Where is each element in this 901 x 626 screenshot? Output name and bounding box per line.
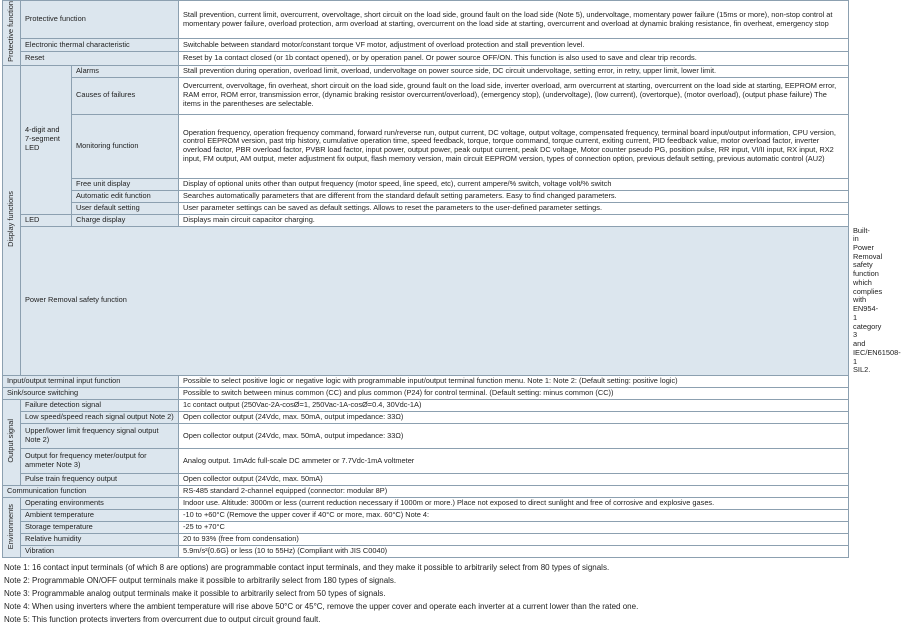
freq-meter-value: Analog output. 1mAdc full-scale DC ammeter or 7.7Vdc-1mA voltmeter bbox=[179, 449, 849, 474]
table-row bbox=[3, 114, 849, 178]
alarms-label: Alarms bbox=[72, 65, 179, 77]
protective-function-label: Protective function bbox=[21, 1, 179, 39]
power-removal-label: Power Removal safety function bbox=[21, 226, 849, 375]
monitoring-function-label: Monitoring function bbox=[72, 114, 179, 178]
table-row bbox=[3, 498, 849, 510]
group-environments: Environments bbox=[3, 498, 21, 558]
table-row bbox=[3, 51, 849, 65]
note-1: Note 1: 16 contact input terminals (of which 8 are options) are programmable contact input terminals, and they make it possible to arbitrarily select from 80 types of signals. bbox=[4, 563, 610, 573]
table-row bbox=[3, 474, 849, 486]
table-row bbox=[3, 546, 849, 558]
table-row bbox=[3, 534, 849, 546]
storage-temp-label: Storage temperature bbox=[21, 522, 179, 534]
causes-of-failures-value: Overcurrent, overvoltage, fin overheat, short circuit on the load side, ground fault on the load side, inverter overload, arm overcurrent at starting, overcurrent on the load side at starting, EEPROM error, RAM error, ROM error, transmission error, (dynamic braking resistor overcurrent/overload), (emergency stop), (undervoltage), (low current), (overtorque), (motor overload), (output phase failure) The items in the parentheses are selectable. bbox=[179, 77, 849, 114]
storage-temp-value: -25 to +70°C bbox=[179, 522, 849, 534]
table-row bbox=[3, 214, 849, 226]
causes-of-failures-label: Causes of failures bbox=[72, 77, 179, 114]
failure-detection-value: 1c contact output (250Vac-2A-cosØ=1, 250Vac-1A-cosØ=0.4, 30Vdc-1A) bbox=[179, 400, 849, 412]
sink-source-label: Sink/source switching bbox=[3, 388, 179, 400]
protective-function-value: Stall prevention, current limit, overcurrent, overvoltage, short circuit on the load side, ground fault on the load side (Note 5), undervoltage, momentary power failure (15ms or more), non-stop control at momentary power failure, overload protection, arm overload at starting, overcurrent on the load side at starting, overcurrent and overload at dynamic braking resistance, fin overheat, emergency stop bbox=[179, 1, 849, 39]
table-row bbox=[3, 424, 849, 449]
communication-value: RS-485 standard 2-channel equipped (connector: modular 8P) bbox=[179, 486, 849, 498]
monitoring-function-value: Operation frequency, operation frequency command, forward run/reverse run, output current, DC voltage, output voltage, compensated frequency, terminal board input/output information, CPU version, control EEPROM version, past trip history, cumulative operation time, speed feedback, torque, torque command, torque current, exiting current, PID feedback value, motor overload factor, inverter overload factor, PBR overload factor, PVBR load factor, input power, output power, peak output current, peak DC voltage, Motor counter pseudo PG, position pulse, RR input, VI/II input, RX input, RX2 input, FM output, AM output, meter adjustment fix output, flash memory version, main circuit EEPROM version, types of connection option, previous default setting, previous automatic control (AU2) bbox=[179, 114, 849, 178]
group-output-signal: Output signal bbox=[3, 400, 21, 486]
table-row bbox=[3, 412, 849, 424]
ambient-temp-value: -10 to +60°C (Remove the upper cover if 40°C or more, max. 60°C) Note 4: bbox=[179, 510, 849, 522]
table-row bbox=[3, 1, 849, 39]
free-unit-display-label: Free unit display bbox=[72, 178, 179, 190]
note-2: Note 2: Programmable ON/OFF output terminals make it possible to arbitrarily select from 180 types of signals. bbox=[4, 576, 397, 586]
ambient-temp-label: Ambient temperature bbox=[21, 510, 179, 522]
table-row bbox=[3, 486, 849, 498]
automatic-edit-label: Automatic edit function bbox=[72, 190, 179, 202]
note-5: Note 5: This function protects inverters from overcurrent due to output circuit ground fault. bbox=[4, 615, 321, 625]
low-speed-value: Open collector output (24Vdc, max. 50mA, output impedance: 33Ω) bbox=[179, 412, 849, 424]
alarms-value: Stall prevention during operation, overload limit, overload, undervoltage on power source side, DC circuit undervoltage, setting error, in retry, upper limit, lower limit. bbox=[179, 65, 849, 77]
display-led-label: 4-digit and 7-segment LED bbox=[21, 65, 72, 214]
communication-label: Communication function bbox=[3, 486, 179, 498]
table-row bbox=[3, 510, 849, 522]
io-terminal-label: Input/output terminal input function bbox=[3, 376, 179, 388]
notes bbox=[2, 561, 848, 626]
charge-display-value: Displays main circuit capacitor charging. bbox=[179, 214, 849, 226]
reset-label: Reset bbox=[21, 51, 179, 65]
table-row: Power Removal safety function Built-in Power Removal safety function which complies with EN954-1 category 3 and IEC/EN61508-1 SIL2. bbox=[3, 226, 849, 375]
user-default-label: User default setting bbox=[72, 202, 179, 214]
group-protective: Protective function bbox=[3, 1, 21, 66]
electronic-thermal-label: Electronic thermal characteristic bbox=[21, 39, 179, 52]
group-display: Display functions bbox=[3, 65, 21, 375]
table-row bbox=[3, 400, 849, 412]
table-row bbox=[3, 77, 849, 114]
charge-display-label: Charge display bbox=[72, 214, 179, 226]
free-unit-display-value: Display of optional units other than output frequency (motor speed, line speed, etc), current ampere/% switch, voltage volt/% switch bbox=[179, 178, 849, 190]
upper-lower-value: Open collector output (24Vdc, max. 50mA, output impedance: 33Ω) bbox=[179, 424, 849, 449]
operating-env-label: Operating environments bbox=[21, 498, 179, 510]
sink-source-value: Possible to switch between minus common (CC) and plus common (P24) for control terminal. (Default setting: minus common (CC)) bbox=[179, 388, 849, 400]
reset-value: Reset by 1a contact closed (or 1b contact opened), or by operation panel. Or power source OFF/ON. This function is also used to save and clear trip records. bbox=[179, 51, 849, 65]
table-row bbox=[3, 376, 849, 388]
failure-detection-label: Failure detection signal bbox=[21, 400, 179, 412]
note-3: Note 3: Programmable analog output terminals make it possible to arbitrarily select from 50 types of signals. bbox=[4, 589, 386, 599]
electronic-thermal-value: Switchable between standard motor/constant torque VF motor, adjustment of overload protection and stall prevention level. bbox=[179, 39, 849, 52]
vibration-label: Vibration bbox=[21, 546, 179, 558]
automatic-edit-value: Searches automatically parameters that are different from the standard default setting parameters. Easy to find changed parameters. bbox=[179, 190, 849, 202]
specification-table bbox=[2, 0, 901, 558]
upper-lower-label: Upper/lower limit frequency signal output Note 2) bbox=[21, 424, 179, 449]
pulse-train-label: Pulse train frequency output bbox=[21, 474, 179, 486]
low-speed-label: Low speed/speed reach signal output Note 2) bbox=[21, 412, 179, 424]
table-row bbox=[3, 388, 849, 400]
table-row bbox=[3, 39, 849, 52]
table-row bbox=[3, 449, 849, 474]
table-row bbox=[3, 202, 849, 214]
humidity-label: Relative humidity bbox=[21, 534, 179, 546]
vibration-value: 5.9m/s²{0.6G} or less (10 to 55Hz) (Compliant with JIS C0040) bbox=[179, 546, 849, 558]
user-default-value: User parameter settings can be saved as default settings. Allows to reset the parameters to the user-defined parameter settings. bbox=[179, 202, 849, 214]
table-row bbox=[3, 65, 849, 77]
operating-env-value: Indoor use. Altitude: 3000m or less (current reduction necessary if 1000m or more.) Place not exposed to direct sunlight and free of corrosive and explosive gases. bbox=[179, 498, 849, 510]
table-row bbox=[3, 522, 849, 534]
io-terminal-value: Possible to select positive logic or negative logic with programmable input/output terminal function menu. Note 1: Note 2: (Default setting: positive logic) bbox=[179, 376, 849, 388]
led-label: LED bbox=[21, 214, 72, 226]
table-row bbox=[3, 178, 849, 190]
note-4: Note 4: When using inverters where the ambient temperature will rise above 50°C or 45°C, remove the upper cover and operate each inverter at a current lower than the rated one. bbox=[4, 602, 639, 612]
table-row bbox=[3, 190, 849, 202]
humidity-value: 20 to 93% (free from condensation) bbox=[179, 534, 849, 546]
spec-sheet bbox=[2, 0, 901, 626]
freq-meter-label: Output for frequency meter/output for ammeter Note 3) bbox=[21, 449, 179, 474]
pulse-train-value: Open collector output (24Vdc, max. 50mA) bbox=[179, 474, 849, 486]
